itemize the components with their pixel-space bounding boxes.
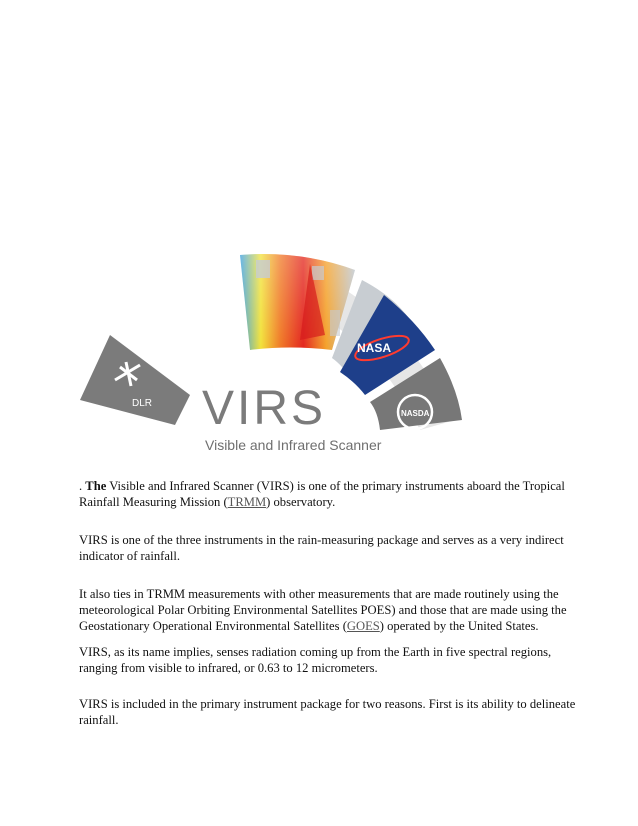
paragraph-5: VIRS is included in the primary instrument package for two reasons. First is its ability to delineate rainfall. [79, 697, 576, 727]
paragraph-3 [79, 586, 579, 634]
goes-link[interactable]: GOES [346, 619, 380, 633]
p1-bold: The [85, 479, 107, 493]
paragraph-4: VIRS, as its name implies, senses radiation coming up from the Earth in five spectral regions, ranging from visible to infrared, or 0.63 to 12 micrometers. [79, 645, 552, 675]
p1-text: Visible and Infrared Scanner (VIRS) is one of the primary instruments aboard the Tropical Rainfall Measuring Mission ( [79, 479, 565, 509]
paragraph-2: VIRS is one of the three instruments in the rain-measuring package and serves as a very indirect indicator of rainfall. [79, 533, 564, 563]
p1-prefix: . [79, 479, 86, 493]
nasa-label: NASA [357, 341, 392, 355]
virs-logo [70, 240, 470, 460]
dlr-label: DLR [132, 398, 153, 409]
heatmap-panel [240, 254, 355, 350]
paragraph-1 [79, 478, 579, 510]
p3-text-end: ) operated by the United States. [379, 619, 539, 633]
nasda-label: NASDA [401, 409, 430, 418]
virs-logo-graphic [70, 240, 470, 460]
trmm-link[interactable]: TRMM [227, 495, 267, 509]
dlr-panel [80, 335, 190, 425]
p3-text: It also ties in TRMM measurements with other measurements that are made routinely using the meteorological Polar Orbiting Environmental Satellites POES) and those that are made using the Geostationary Operational Environmental Satellites ( [79, 587, 567, 633]
virs-title: VIRS [202, 382, 327, 435]
virs-subtitle: Visible and Infrared Scanner [205, 437, 382, 453]
p1-text-end: ) observatory. [266, 495, 336, 509]
